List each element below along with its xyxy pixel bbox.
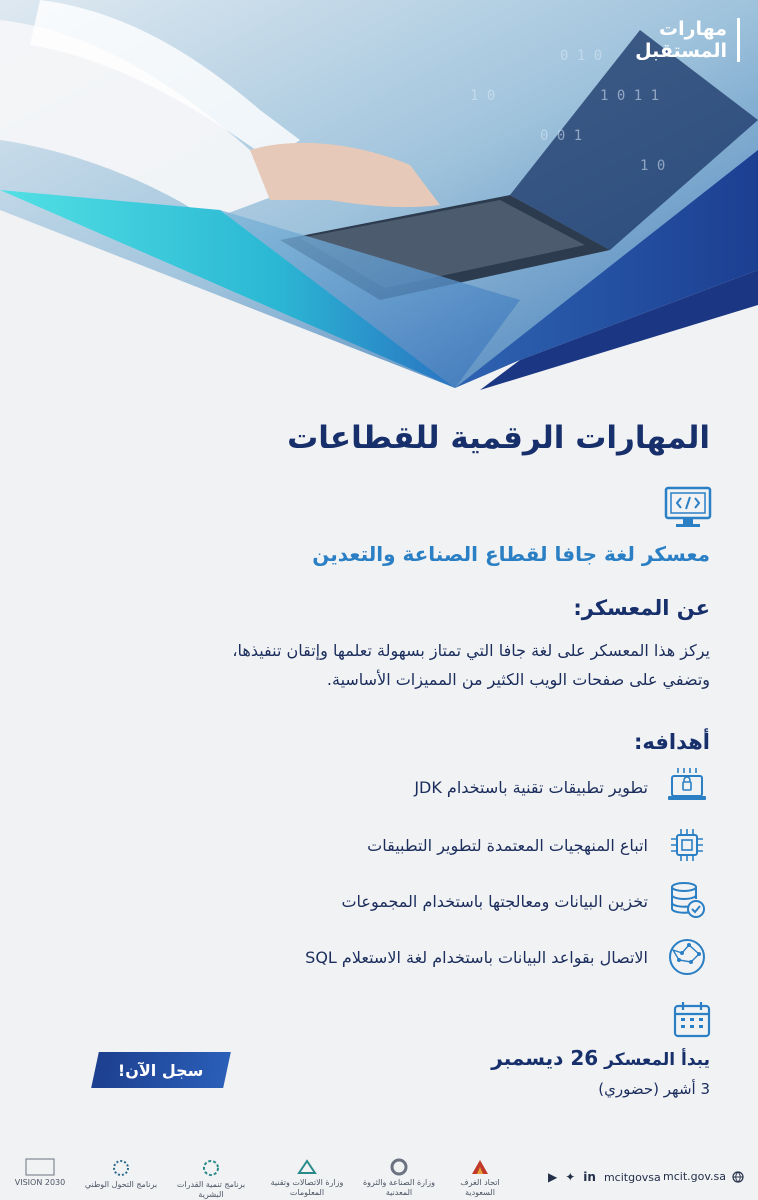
camp-duration: 3 أشهر (حضوري)	[598, 1080, 710, 1098]
goal-item	[50, 764, 710, 810]
brand-line-2: المستقبل	[635, 40, 727, 62]
social-links	[548, 1170, 661, 1184]
goal-text: تطوير تطبيقات تقنية باستخدام JDK	[414, 777, 648, 797]
svg-text:1 0 1 1: 1 0 1 1	[600, 88, 660, 104]
hero-banner	[0, 0, 758, 400]
goal-text: الاتصال بقواعد البيانات باستخدام لغة الاستعلام SQL	[305, 947, 648, 967]
goal-text: تخزين البيانات ومعالجتها باستخدام المجموعات	[341, 891, 648, 911]
human-capability-logo	[172, 1158, 250, 1200]
brand-line-1: مهارات	[659, 18, 727, 40]
logo-label: برنامج تنمية القدرات البشرية	[176, 1180, 246, 1199]
laptop-icon	[664, 764, 710, 810]
globe-icon	[664, 934, 710, 980]
about-description	[40, 636, 710, 694]
vision-2030-logo	[8, 1158, 72, 1188]
svg-text:0 1 0: 0 1 0	[560, 48, 603, 64]
start-date-value: 26 ديسمبر	[491, 1046, 599, 1070]
logo-label: وزارة الاتصالات وتقنية المعلومات	[270, 1178, 344, 1197]
about-line-2: وتضفي على صفحات الويب الكثير من المميزات الأساسية.	[326, 670, 710, 689]
start-date	[491, 1046, 710, 1070]
logo-label: برنامج التحول الوطني	[84, 1180, 158, 1189]
goal-item	[50, 934, 710, 980]
ministry-industry-logo	[360, 1158, 438, 1198]
globe-small-icon	[732, 1171, 744, 1183]
camp-name: معسكر لغة جافا لقطاع الصناعة والتعدين	[312, 542, 710, 566]
future-skills-logo	[635, 18, 740, 62]
twitter-icon[interactable]: ✦	[565, 1170, 576, 1184]
logo-label: VISION 2030	[14, 1178, 66, 1187]
page-title: المهارات الرقمية للقطاعات	[287, 420, 710, 456]
goal-text: اتباع المنهجيات المعتمدة لتطوير التطبيقات	[367, 835, 648, 855]
start-prefix: يبدأ المعسكر	[604, 1050, 710, 1070]
linkedin-icon[interactable]: in	[583, 1170, 596, 1184]
goals-heading: أهدافه:	[634, 730, 710, 754]
footer	[0, 1140, 758, 1200]
goal-item	[50, 878, 710, 924]
site-url: mcit.gov.sa	[663, 1170, 726, 1183]
about-heading: عن المعسكر:	[573, 596, 710, 620]
svg-text:1 0: 1 0	[470, 88, 496, 104]
svg-text:1 0: 1 0	[640, 158, 666, 174]
chambers-federation-logo	[450, 1158, 510, 1198]
website-link[interactable]	[663, 1170, 744, 1183]
goal-item	[50, 822, 710, 868]
chip-icon	[664, 822, 710, 868]
register-button[interactable]	[91, 1052, 231, 1088]
code-monitor-icon	[664, 486, 712, 530]
calendar-icon	[672, 1000, 712, 1040]
social-handle: mcitgovsa	[603, 1170, 661, 1184]
logo-label: اتحاد الغرف السعودية	[460, 1178, 500, 1197]
database-icon	[664, 878, 710, 924]
svg-text:0 0 1: 0 0 1	[540, 128, 583, 144]
national-transformation-logo	[80, 1158, 162, 1190]
about-line-1: يركز هذا المعسكر على لغة جافا التي تمتاز بسهولة تعلمها وإتقان تنفيذها،	[232, 641, 710, 660]
mcit-logo	[262, 1158, 352, 1198]
register-label: سجل الآن!	[118, 1060, 204, 1080]
logo-label: وزارة الصناعة والثروة المعدنية	[362, 1178, 435, 1197]
youtube-icon[interactable]: ▶	[548, 1170, 558, 1184]
